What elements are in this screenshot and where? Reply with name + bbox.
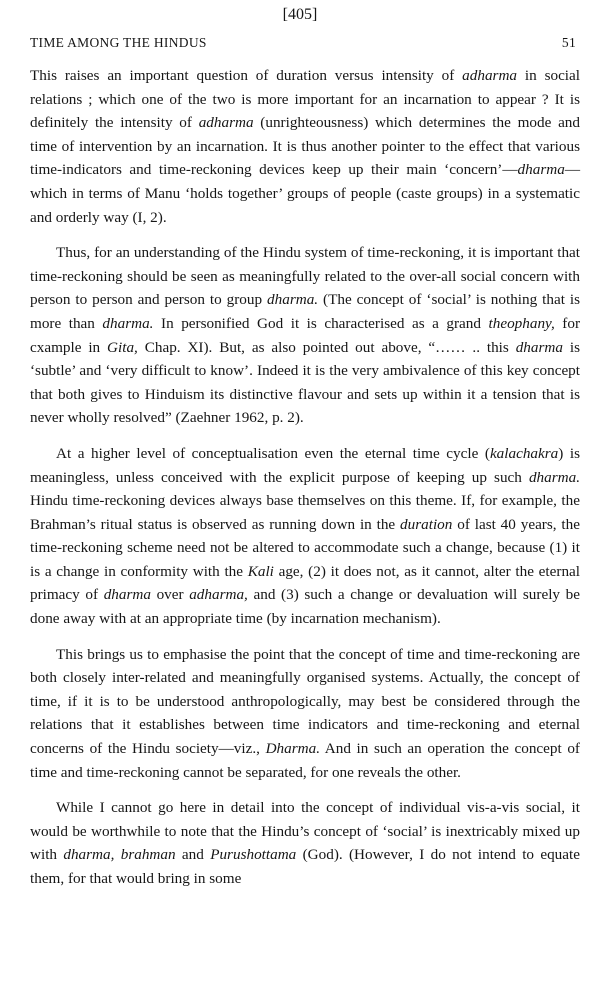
paragraph-1 — [30, 64, 580, 229]
text-run: This brings us to emphasise the point that the concept of time and time-reckoning are both closely inter-related and meaningfully organised systems. Actually, the concept of time, if it is to be understood anthropologically, may best be considered through the relations that it establishes between time indicators and time-reckoning and eternal concerns of the Hindu society—viz., — [30, 645, 580, 758]
paragraph-4 — [30, 643, 580, 785]
text-run: over — [150, 586, 190, 604]
italic-term: kalachakra — [489, 444, 559, 462]
text-run: While I cannot go here in detail into the concept of individual vis-a-vis social, it would be worthwhile to note that the Hindu’s concept of ‘social’ is inextricably mixed up with — [30, 799, 580, 864]
text-run: (The concept of ‘social’ is nothing that is more than — [30, 291, 580, 332]
body-text — [30, 64, 580, 903]
page-number: 51 — [561, 35, 576, 50]
italic-term: adharma — [462, 67, 518, 84]
italic-term: dharma — [517, 161, 565, 179]
running-title: TIME AMONG THE HINDUS — [30, 35, 207, 50]
text-run: for cxample in — [30, 314, 581, 356]
paragraph-2 — [30, 241, 580, 430]
text-run: Thus, for an understanding of the Hindu system of time-reckoning, it is important that time-reckoning should be seen as meaningfully related to the over-all social concern with person to person and person to group — [30, 244, 580, 309]
text-run: (God). (However, I do not intend to equate them, for that would bring in some — [30, 846, 580, 887]
italic-term: dharma — [103, 586, 151, 604]
italic-term: duration — [400, 515, 453, 533]
text-run: in social relations ; which one of the two is more important for an incarnation to appear ? It is definitely the intensity of — [30, 67, 580, 132]
text-run: In personified God it is characterised as a grand — [153, 314, 489, 332]
text-run: (unrighteousness) which determines the mode and time of intervention by an incarnation. It is thus another pointer to the effect that various time-indicators and time-reckoning devices keep up their main ‘concern’— — [30, 114, 580, 179]
text-run: And in such an operation the concept of time and time-reckoning cannot be separated, for one reveals the other. — [30, 740, 580, 781]
text-run: and — [175, 846, 211, 864]
text-run: Hindu time-reckoning devices always base themselves on this theme. If, for example, the Brahman’s ritual status is observed as running down in the — [30, 492, 580, 533]
italic-term: Purushottama — [210, 846, 297, 864]
italic-term: theophany, — [488, 314, 555, 332]
text-run: of last 40 years, the time-reckoning scheme need not be altered to accommodate such a change, because (1) it is a change in conformity with the — [30, 515, 580, 580]
italic-term: Kali — [247, 562, 274, 580]
text-run: Chap. XI). But, as also pointed out above, “…… .. this — [137, 338, 516, 356]
text-run: ) is meaningless, unless conceived with the explicit purpose of keeping up such — [30, 444, 581, 486]
italic-term: Gita, — [107, 338, 138, 356]
italic-term: dharma, brahman — [63, 846, 176, 864]
text-run: —which in terms of Manu ‘holds together’ groups of people (caste groups) in a systematic and orderly way (I, 2). — [30, 161, 580, 226]
text-run: is ‘subtle’ and ‘very difficult to know’. Indeed it is the very ambivalence of this key concept that both gives to Hinduism its distinctive flavour and sets up within it a tension that is never wholly resolved” (Zaehner 1962, p. 2). — [30, 338, 580, 427]
italic-term: dharma. — [102, 314, 154, 332]
bracket-page-number: [405] — [282, 6, 318, 23]
paragraph-3 — [30, 442, 580, 631]
paragraph-5 — [30, 796, 580, 890]
italic-term: adharma, — [189, 586, 248, 604]
running-header — [30, 35, 576, 51]
italic-term: adharma — [198, 114, 254, 132]
italic-term: dharma — [515, 338, 563, 356]
text-run: age, (2) it does not, as it cannot, alter the eternal primacy of — [30, 562, 580, 604]
text-run: and (3) such a change or devaluation will surely be done away with at an appropriate time (by incarnation mechanism). — [30, 586, 580, 628]
italic-term: dharma. — [267, 291, 319, 309]
italic-term: dharma. — [528, 468, 580, 486]
italic-term: Dharma. — [265, 740, 320, 758]
text-run: This raises an important question of duration versus intensity of — [30, 67, 463, 84]
text-run: At a higher level of conceptualisation even the eternal time cycle ( — [56, 444, 490, 462]
